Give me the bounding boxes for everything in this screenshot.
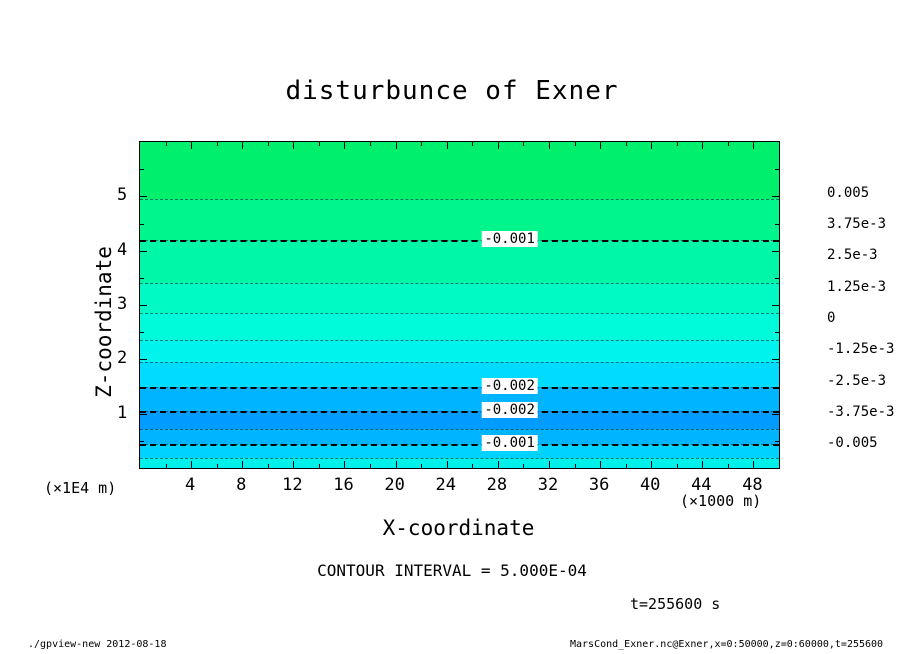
- y-minor-tick: [140, 278, 144, 279]
- grid-line: [140, 429, 779, 430]
- y-tick-label: 2: [117, 348, 128, 369]
- x-tick-top: [753, 142, 754, 149]
- x-minor-tick-top: [370, 142, 371, 146]
- x-tick-top: [600, 142, 601, 149]
- field-band: [140, 362, 779, 387]
- grid-line: [140, 283, 779, 284]
- x-tick-label: 8: [236, 475, 247, 495]
- y-tick: [140, 359, 147, 360]
- x-minor-tick: [166, 464, 167, 468]
- x-tick-top: [702, 142, 703, 149]
- x-minor-tick: [575, 464, 576, 468]
- y-tick-label: 1: [117, 402, 128, 423]
- grid-line: [140, 362, 779, 363]
- y-tick-right: [772, 196, 779, 197]
- x-tick-label: 28: [486, 475, 508, 495]
- x-tick: [293, 461, 294, 468]
- x-tick-top: [651, 142, 652, 149]
- grid-line: [140, 340, 779, 341]
- x-tick-label: 44: [691, 475, 712, 495]
- y-tick-right: [772, 414, 779, 415]
- y-tick: [140, 414, 147, 415]
- field-band: [140, 458, 779, 468]
- x-tick-top: [396, 142, 397, 149]
- x-tick: [396, 461, 397, 468]
- x-minor-tick-top: [677, 142, 678, 146]
- y-tick-right: [772, 359, 779, 360]
- field-band: [140, 313, 779, 341]
- x-minor-tick-top: [728, 142, 729, 146]
- y-minor-tick-right: [775, 332, 779, 333]
- field-band: [140, 240, 779, 284]
- x-tick: [242, 461, 243, 468]
- y-minor-tick: [140, 332, 144, 333]
- colorbar: [791, 177, 901, 459]
- contour-line: [140, 240, 779, 242]
- colorbar-tick-label: -2.5e-3: [827, 372, 887, 389]
- x-minor-tick: [523, 464, 524, 468]
- y-tick-right: [772, 305, 779, 306]
- x-minor-tick: [472, 464, 473, 468]
- x-minor-tick-top: [217, 142, 218, 146]
- x-tick: [498, 461, 499, 468]
- x-minor-tick: [677, 464, 678, 468]
- y-minor-tick: [140, 387, 144, 388]
- x-minor-tick-top: [575, 142, 576, 146]
- y-tick: [140, 251, 147, 252]
- y-tick-label: 3: [117, 294, 128, 314]
- colorbar-tick-label: 3.75e-3: [827, 216, 887, 232]
- x-tick-label: 24: [435, 475, 456, 495]
- x-minor-tick: [217, 464, 218, 468]
- y-minor-tick-right: [775, 224, 779, 225]
- contour-label: -0.002: [481, 378, 538, 394]
- x-minor-tick-top: [319, 142, 320, 146]
- footer-left: ./gpview-new 2012-08-18: [28, 639, 167, 650]
- y-tick-right: [772, 251, 779, 252]
- x-minor-tick-top: [166, 142, 167, 146]
- colorbar-tick-label: 2.5e-3: [827, 247, 878, 264]
- y-minor-tick: [140, 224, 144, 225]
- x-tick: [702, 461, 703, 468]
- contour-line: [140, 387, 779, 389]
- x-tick-label: 36: [588, 475, 610, 495]
- y-minor-tick-right: [775, 387, 779, 388]
- y-minor-tick: [140, 441, 144, 442]
- grid-line: [140, 199, 779, 200]
- contour-interval-note: CONTOUR INTERVAL = 5.000E-04: [317, 561, 587, 580]
- x-tick-top: [344, 142, 345, 149]
- x-tick: [600, 461, 601, 468]
- contour-plot-area: [139, 141, 780, 469]
- x-tick: [344, 461, 345, 468]
- x-minor-tick: [319, 464, 320, 468]
- x-tick-top: [498, 142, 499, 149]
- grid-line: [140, 313, 779, 314]
- x-tick: [447, 461, 448, 468]
- contour-label: -0.001: [481, 231, 538, 247]
- x-tick-label: 48: [742, 475, 763, 495]
- x-tick-label: 12: [282, 475, 303, 495]
- chart-title: disturbunce of Exner: [285, 76, 619, 106]
- field-band: [140, 429, 779, 444]
- colorbar-tick-label: -0.005: [827, 435, 878, 452]
- y-tick-label: 4: [117, 239, 128, 260]
- x-tick-label: 40: [639, 475, 661, 495]
- field-band: [140, 283, 779, 313]
- colorbar-tick-label: 1.25e-3: [827, 278, 887, 295]
- x-minor-tick: [421, 464, 422, 468]
- x-minor-tick: [370, 464, 371, 468]
- y-minor-tick-right: [775, 169, 779, 170]
- contour-label: -0.002: [481, 402, 538, 418]
- x-tick: [549, 461, 550, 468]
- y-tick: [140, 305, 147, 306]
- field-band: [140, 387, 779, 412]
- x-minor-tick-top: [421, 142, 422, 146]
- x-minor-tick-top: [268, 142, 269, 146]
- x-minor-tick-top: [626, 142, 627, 146]
- y-axis-label: Z-coordinate: [92, 246, 116, 398]
- colorbar-tick-label: 0: [827, 310, 836, 326]
- y-minor-tick: [140, 169, 144, 170]
- x-tick: [191, 461, 192, 468]
- x-tick-label: 20: [384, 475, 405, 495]
- x-tick-top: [191, 142, 192, 149]
- colorbar-tick-label: -3.75e-3: [827, 404, 895, 420]
- x-tick-top: [549, 142, 550, 149]
- colorbar-tick-label: -1.25e-3: [827, 341, 895, 358]
- x-tick: [651, 461, 652, 468]
- x-minor-tick: [728, 464, 729, 468]
- contour-line: [140, 444, 779, 446]
- x-minor-tick: [626, 464, 627, 468]
- y-tick: [140, 196, 147, 197]
- grid-line: [140, 458, 779, 459]
- x-tick-label: 4: [184, 475, 196, 495]
- y-minor-tick-right: [775, 441, 779, 442]
- contour-line: [140, 411, 779, 413]
- field-band: [140, 199, 779, 240]
- field-band: [140, 142, 779, 200]
- x-tick-top: [242, 142, 243, 149]
- x-tick-top: [293, 142, 294, 149]
- x-axis-label: X-coordinate: [382, 516, 535, 540]
- field-band: [140, 411, 779, 430]
- x-minor-tick-top: [523, 142, 524, 146]
- time-annotation: t=255600 s: [630, 595, 721, 613]
- x-axis-unit: (×1000 m): [680, 492, 762, 510]
- x-tick-label: 32: [537, 475, 559, 495]
- x-minor-tick: [268, 464, 269, 468]
- y-minor-tick-right: [775, 278, 779, 279]
- field-band: [140, 444, 779, 459]
- y-axis-unit: (×1E4 m): [44, 479, 117, 497]
- footer-right: MarsCond_Exner.nc@Exner,x=0:50000,z=0:60000,t=255600: [570, 639, 884, 650]
- x-tick: [753, 461, 754, 468]
- contour-label: -0.001: [481, 435, 538, 451]
- x-minor-tick-top: [472, 142, 473, 146]
- x-tick-top: [447, 142, 448, 149]
- colorbar-tick-label: 0.005: [827, 184, 870, 201]
- y-tick-label: 5: [117, 185, 128, 206]
- field-band: [140, 340, 779, 362]
- x-tick-label: 16: [333, 475, 354, 495]
